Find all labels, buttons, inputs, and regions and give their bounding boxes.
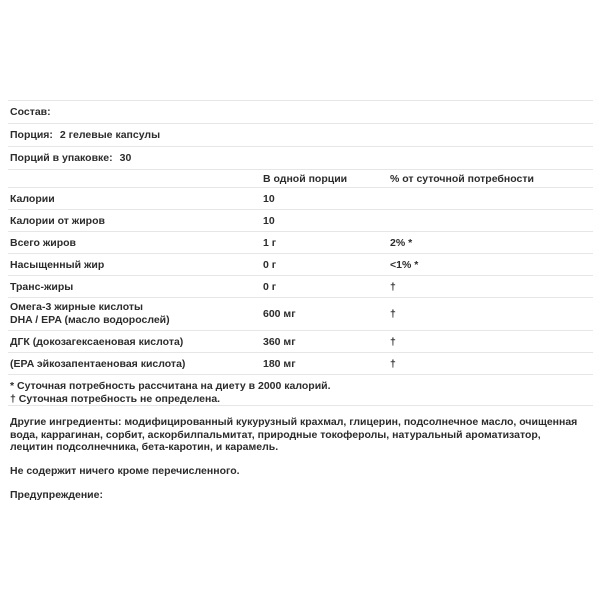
nutrient-name: Калории xyxy=(10,192,55,205)
footnote-daily-value: * Суточная потребность рассчитана на диету в 2000 калорий. xyxy=(10,380,331,392)
column-header-per-serving: В одной порции xyxy=(263,172,348,185)
servings-per-container-row xyxy=(8,147,593,170)
table-header-row xyxy=(8,170,593,188)
nutrient-name: Насыщенный жир xyxy=(10,258,105,271)
table-row-epa xyxy=(8,353,593,375)
nutrient-amount: 0 г xyxy=(263,280,277,293)
nutrient-name: Транс-жиры xyxy=(10,280,74,293)
nutrient-daily-value: <1% * xyxy=(390,258,419,271)
top-spacer xyxy=(0,0,600,100)
table-row-calories xyxy=(8,188,593,210)
label-intro-rows xyxy=(8,100,593,170)
nutrient-name: Калории от жиров xyxy=(10,214,105,227)
column-header-daily-value: % от суточной потребности xyxy=(390,172,534,185)
nutrient-name: ДГК (докозагексаеновая кислота) xyxy=(10,335,184,348)
composition-row xyxy=(8,101,593,124)
table-row-total-fat xyxy=(8,232,593,254)
nutrient-amount: 600 мг xyxy=(263,307,296,320)
composition-label: Состав: xyxy=(10,106,51,118)
nutrient-name: Всего жиров xyxy=(10,236,77,249)
servings-per-container-label: Порций в упаковке: xyxy=(10,152,113,164)
nutrient-daily-value: † xyxy=(390,280,396,293)
serving-size-row xyxy=(8,124,593,147)
nutrient-daily-value: 2% * xyxy=(390,236,413,249)
table-row-saturated-fat xyxy=(8,254,593,276)
nutrient-name-line2: DHA / EPA (масло водорослей) xyxy=(10,314,170,326)
nutrient-name-block xyxy=(10,301,263,327)
nutrient-amount: 0 г xyxy=(263,258,277,271)
nutrient-amount: 1 г xyxy=(263,236,277,249)
other-ingredients-text: Другие ингредиенты: модифицированный кукурузный крахмал, глицерин, подсолнечное масло, очищенная вода, каррагинан, сорбит, аскорбилпальмитат, природные токоферолы, натуральный ароматизатор, лецитин подсолнечника, бета-каротин, и карамель. xyxy=(10,416,578,453)
nutrient-daily-value: † xyxy=(390,357,396,370)
table-row-calories-from-fat xyxy=(8,210,593,232)
nutrient-amount: 360 мг xyxy=(263,335,296,348)
servings-per-container-value: 30 xyxy=(119,152,132,164)
footnote-not-established: † Суточная потребность не определена. xyxy=(10,392,221,405)
nutrition-facts-table xyxy=(8,170,593,375)
table-row-trans-fat xyxy=(8,276,593,298)
table-row-omega3 xyxy=(8,298,593,331)
nutrient-amount: 10 xyxy=(263,192,275,205)
nutrient-amount: 180 мг xyxy=(263,357,296,370)
table-footnotes xyxy=(8,375,593,406)
table-row-dha xyxy=(8,331,593,353)
nutrient-daily-value: † xyxy=(390,307,396,320)
nutrient-name: Омега-3 жирные кислоты xyxy=(10,301,143,313)
serving-size-label: Порция: xyxy=(10,129,53,141)
nutrient-name: (EPA эйкозапентаеновая кислота) xyxy=(10,357,186,370)
nutrient-amount: 10 xyxy=(263,214,275,227)
contains-note: Не содержит ничего кроме перечисленного. xyxy=(10,464,240,477)
serving-size-value: 2 гелевые капсулы xyxy=(59,129,161,141)
nutrient-daily-value: † xyxy=(390,335,396,348)
warning-label: Предупреждение: xyxy=(10,489,103,501)
